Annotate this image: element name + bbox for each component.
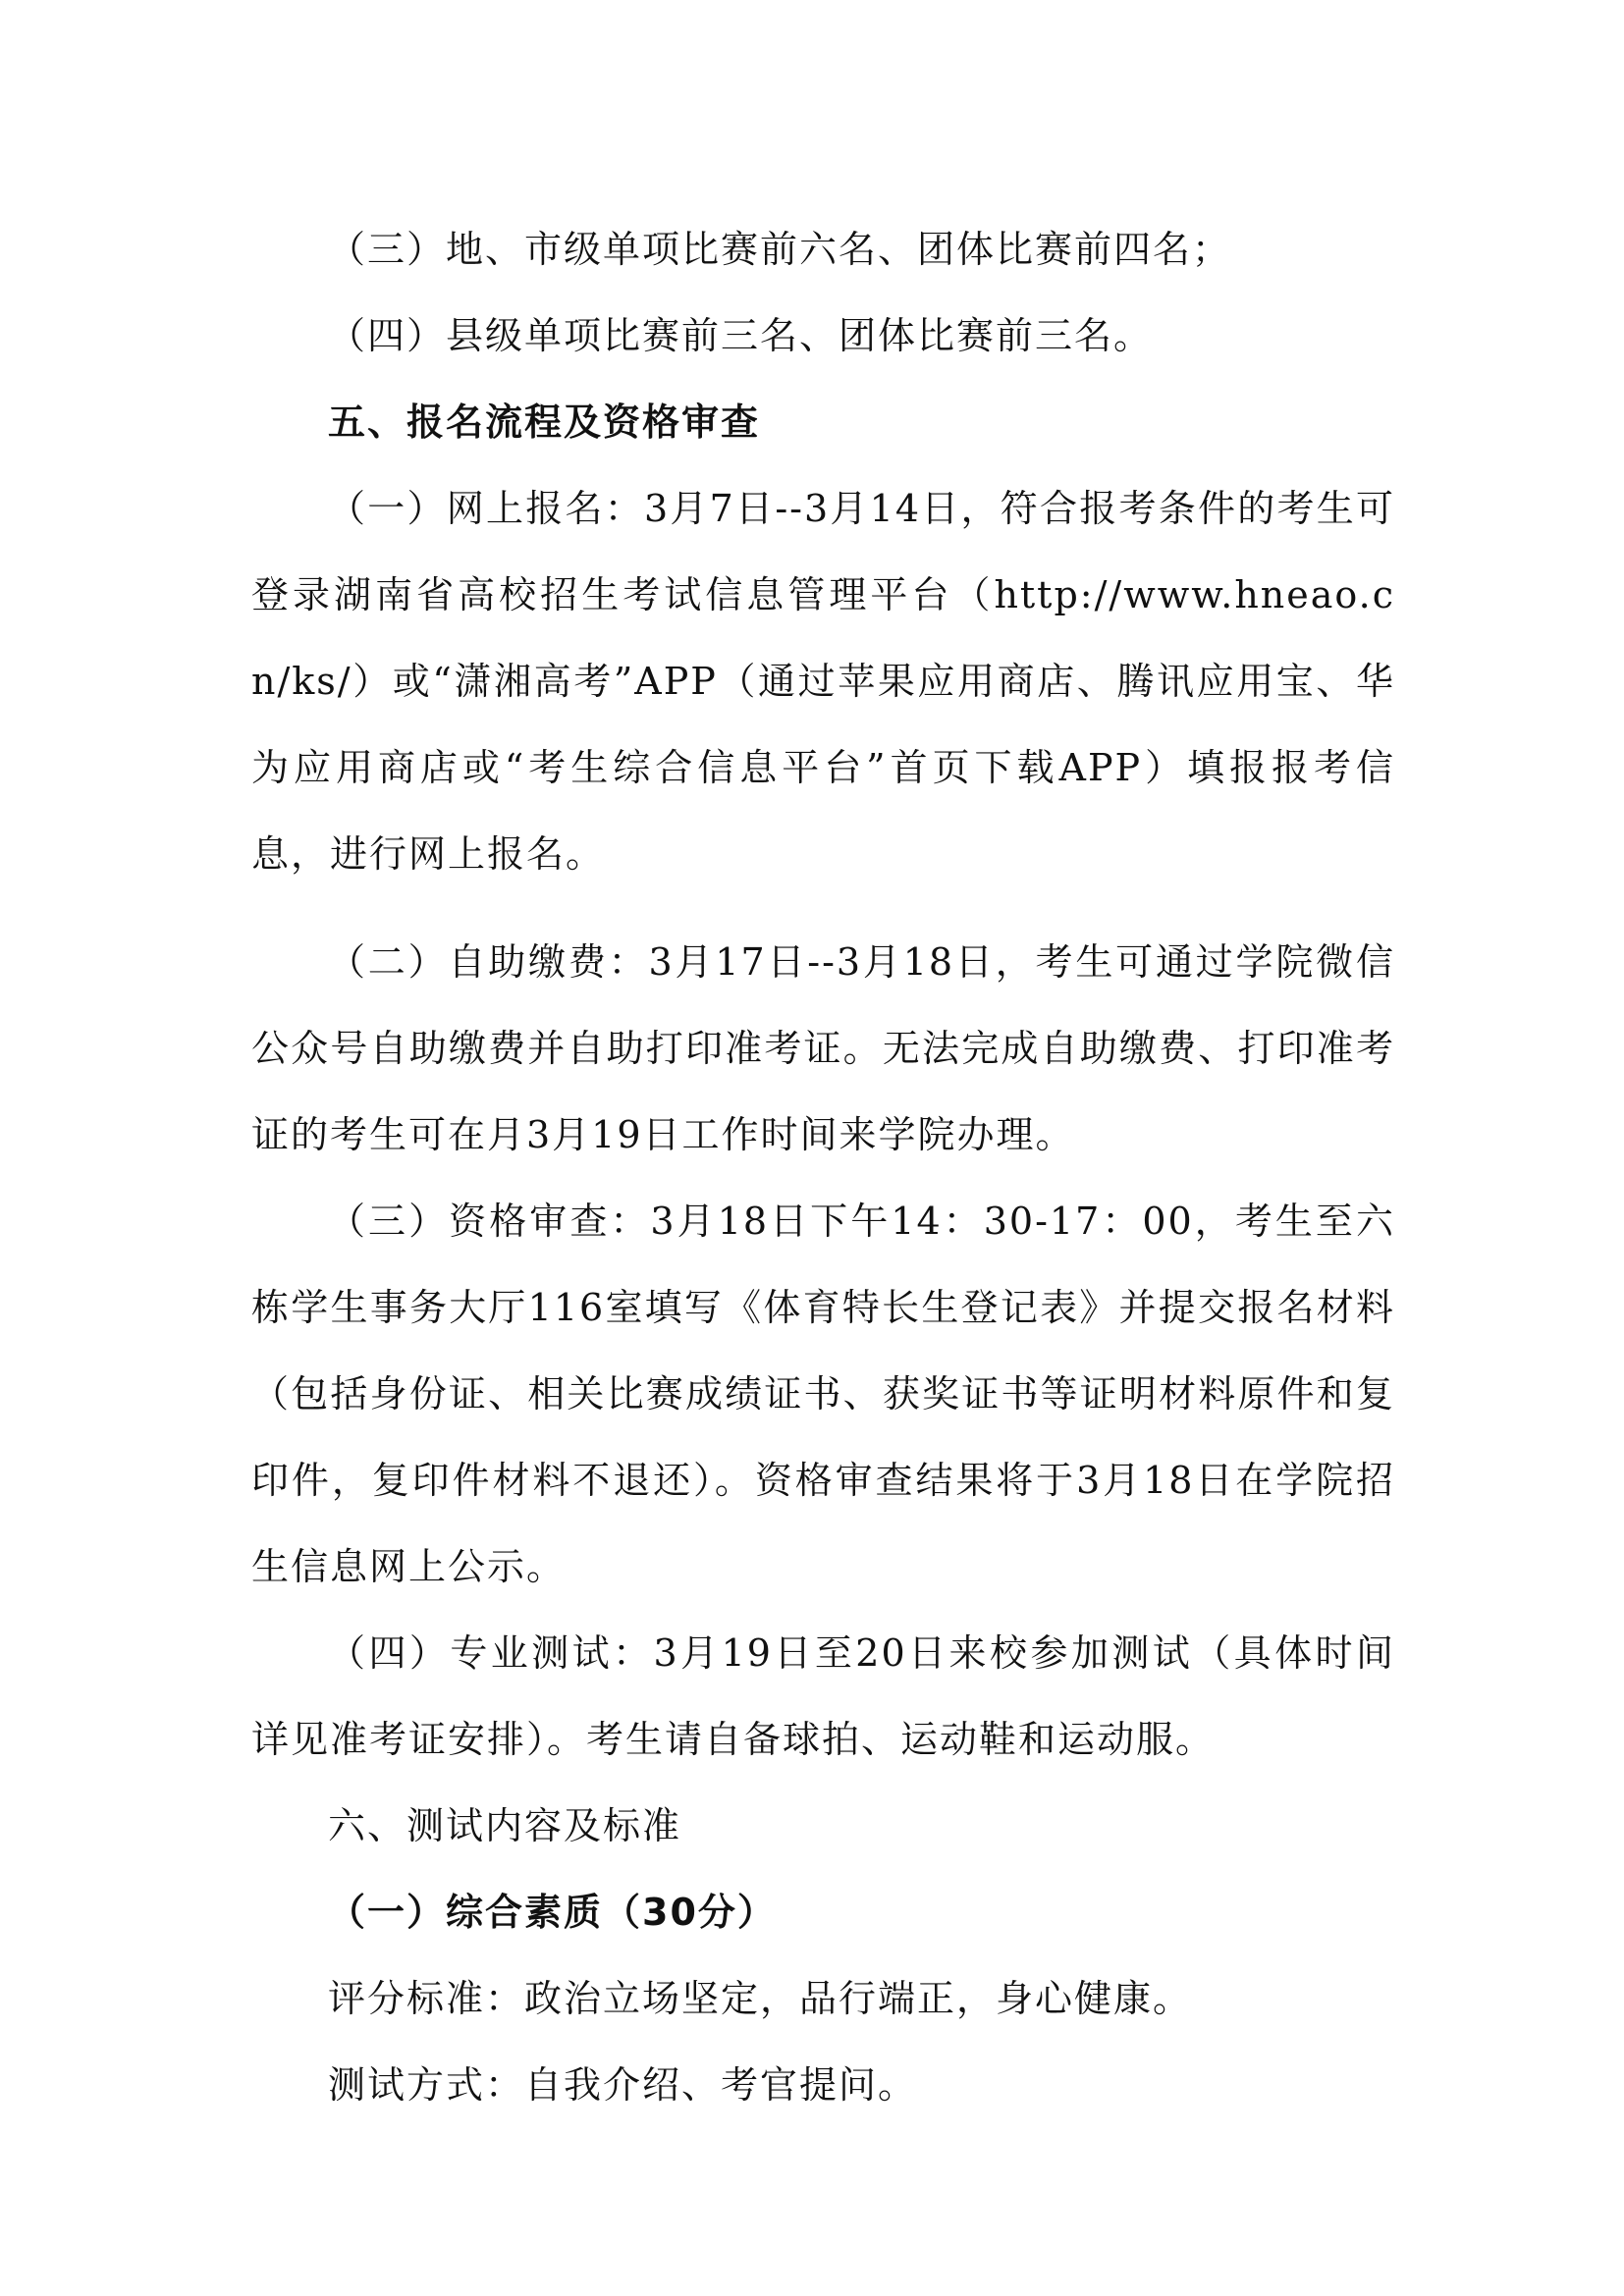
paragraph-item-4: （四）县级单项比赛前三名、团体比赛前三名。 bbox=[328, 314, 1154, 357]
paragraph-test-method: 测试方式：自我介绍、考官提问。 bbox=[328, 2063, 918, 2107]
paragraph-professional-test: （四）专业测试：3月19日至20日来校参加测试（具体时间详见准考证安排）。考生请自备球拍、运动鞋和运动服。 bbox=[251, 1631, 1395, 1761]
subheading-comprehensive-quality: （一）综合素质（30分） bbox=[328, 1891, 777, 1934]
section-heading-registration: 五、报名流程及资格审查 bbox=[328, 400, 761, 444]
paragraph-item-3: （三）地、市级单项比赛前六名、团体比赛前四名； bbox=[328, 228, 1232, 271]
paragraph-online-registration: （一）网上报名：3月7日--3月14日，符合报考条件的考生可登录湖南省高校招生考试信息管理平台（http://www.hneao.cn/ks/）或“潇湘高考”APP（通过苹果应用商店、腾讯应用宝、华为应用商店或“考生综合信息平台”首页下载APP）填报报考信息，进行网上报名。 bbox=[251, 487, 1395, 876]
paragraph-self-payment: （二）自助缴费：3月17日--3月18日，考生可通过学院微信公众号自助缴费并自助打印准考证。无法完成自助缴费、打印准考证的考生可在月3月19日工作时间来学院办理。 bbox=[251, 940, 1395, 1156]
paragraph-scoring-standard: 评分标准：政治立场坚定，品行端正，身心健康。 bbox=[328, 1977, 1193, 2020]
section-heading-test-content: 六、测试内容及标准 bbox=[328, 1804, 682, 1847]
paragraph-qualification-review: （三）资格审查：3月18日下午14：30-17：00，考生至六栋学生事务大厅116室填写《体育特长生登记表》并提交报名材料（包括身份证、相关比赛成绩证书、获奖证书等证明材料原件和复印件，复印件材料不退还）。资格审查结果将于3月18日在学院招生信息网上公示。 bbox=[251, 1200, 1395, 1588]
document-body bbox=[251, 206, 1395, 2128]
